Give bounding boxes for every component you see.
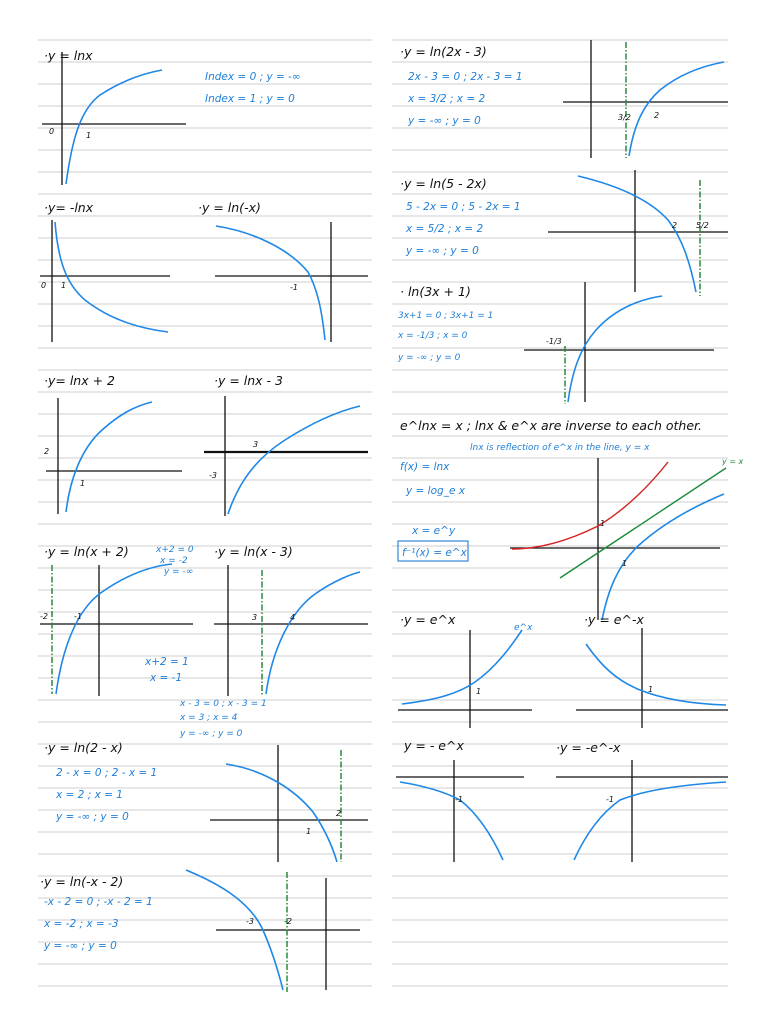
graph-title: y = - e^x xyxy=(404,738,464,753)
line-label: y = x xyxy=(722,457,744,466)
tick-label: 3 xyxy=(253,440,259,449)
tick-label: 0 xyxy=(49,127,55,136)
graph-ln-x xyxy=(42,48,301,185)
graph-ln-neg-x xyxy=(198,200,368,342)
note: x+2 = 1 xyxy=(145,656,189,668)
curve-label: e^x xyxy=(514,623,533,633)
graph-title: ·y = ln(5 - 2x) xyxy=(400,176,487,191)
tick-label: 2 xyxy=(44,447,50,456)
note: x = 3/2 ; x = 2 xyxy=(408,93,486,105)
ln-curve xyxy=(602,494,724,620)
tick-label: 3/2 xyxy=(618,113,631,122)
tick-label: 3 xyxy=(252,613,258,622)
curve xyxy=(228,406,360,514)
curve xyxy=(568,296,662,402)
graph-title: ·y = ln(-x) xyxy=(198,200,261,215)
note: 2 - x = 0 ; 2 - x = 1 xyxy=(56,767,158,779)
curve xyxy=(55,222,168,332)
statement-line: lnx is reflection of e^x in the line, y = x xyxy=(470,443,650,453)
note: x+2 = 0 xyxy=(156,545,194,555)
curve xyxy=(578,176,696,292)
tick-label: -1 xyxy=(455,795,463,804)
note: x = -1/3 ; x = 0 xyxy=(398,331,468,341)
statement-line: e^lnx = x ; lnx & e^x are inverse to each other. xyxy=(400,418,702,433)
note: Index = 1 ; y = 0 xyxy=(205,93,295,105)
curve xyxy=(266,572,360,694)
note: x = -1 xyxy=(150,672,183,684)
tick-label: 0 xyxy=(41,281,47,290)
note: x = -2 xyxy=(160,556,188,566)
inverse-formula: f⁻¹(x) = e^x xyxy=(402,547,467,559)
note: y = -∞ ; y = 0 xyxy=(406,245,479,257)
graph-title: ·y = ln(2 - x) xyxy=(44,740,123,755)
note: y = -∞ ; y = 0 xyxy=(408,115,481,127)
graph-title: ·y= -lnx xyxy=(44,200,94,215)
note: y = -∞ ; y = 0 xyxy=(56,811,129,823)
graph-ln-neg-x-minus-2 xyxy=(40,870,360,992)
note: 2x - 3 = 0 ; 2x - 3 = 1 xyxy=(408,71,523,83)
tick-label: 5/2 xyxy=(696,221,709,230)
graph-title: ·y = ln(x + 2) xyxy=(44,544,129,559)
tick-label: -1 xyxy=(74,612,82,621)
curve xyxy=(216,226,325,340)
note: x = e^y xyxy=(412,525,456,537)
tick-label: 1 xyxy=(622,559,628,568)
graph-title: ·y = lnx - 3 xyxy=(214,373,283,388)
curve xyxy=(66,402,152,512)
tick-label: -1 xyxy=(290,283,298,292)
graph-ln-2-minus-x xyxy=(44,740,368,862)
curve xyxy=(586,644,726,705)
note: 3x+1 = 0 ; 3x+1 = 1 xyxy=(398,311,494,321)
tick-label: -3 xyxy=(209,471,217,480)
graph-ln-x-minus-3 xyxy=(204,373,368,516)
note: 5 - 2x = 0 ; 5 - 2x = 1 xyxy=(406,201,521,213)
note: y = log_e x xyxy=(406,485,465,497)
curve xyxy=(574,782,726,860)
graph-neg-ln-x xyxy=(40,200,170,342)
curve xyxy=(66,70,162,184)
note: x = 2 ; x = 1 xyxy=(56,789,123,801)
tick-label: -1 xyxy=(606,795,614,804)
graph-title: ·y = e^-x xyxy=(584,612,644,627)
tick-label: 1 xyxy=(306,827,312,836)
note: y = -∞ ; y = 0 xyxy=(44,940,117,952)
note: -x - 2 = 0 ; -x - 2 = 1 xyxy=(44,896,153,908)
note: y = -∞ ; y = 0 xyxy=(398,353,461,363)
graph-title: ·y= lnx + 2 xyxy=(44,373,115,388)
graph-ln-x-plus-2 xyxy=(44,373,182,514)
tick-label: -3 xyxy=(246,917,254,926)
tick-label: 2 xyxy=(654,111,660,120)
graph-ln-5-minus-2x xyxy=(400,170,728,296)
graph-ln-2x-minus-3 xyxy=(400,40,728,158)
note: x = -2 ; x = -3 xyxy=(44,918,119,930)
note: x - 3 = 0 ; x - 3 = 1 xyxy=(180,699,267,709)
graph-exp-neg-x xyxy=(576,612,728,728)
note: f(x) = lnx xyxy=(400,461,450,473)
tick-label: 4 xyxy=(290,613,296,622)
graph-title: ·y = ln(-x - 2) xyxy=(40,874,124,889)
note: Index = 0 ; y = -∞ xyxy=(205,71,301,83)
tick-label: 1 xyxy=(648,685,654,694)
graph-ln-x-plus-2-shift xyxy=(40,544,194,696)
graph-title: ·y = e^x xyxy=(400,612,456,627)
note: x = 5/2 ; x = 2 xyxy=(406,223,484,235)
tick-label: 1 xyxy=(600,519,606,528)
graph-title: ·y = ln(2x - 3) xyxy=(400,44,487,59)
curve xyxy=(400,782,503,860)
tick-label: 1 xyxy=(476,687,482,696)
curve xyxy=(629,62,724,156)
graph-title: · ln(3x + 1) xyxy=(400,284,471,299)
tick-label: 1 xyxy=(80,479,86,488)
curve xyxy=(226,764,337,862)
graph-exp-x xyxy=(398,612,533,728)
note: x = 3 ; x = 4 xyxy=(180,713,238,723)
tick-label: -2 xyxy=(40,612,48,621)
tick-label: -1/3 xyxy=(546,337,562,346)
exp-curve xyxy=(512,462,668,549)
tick-label: -2 xyxy=(284,917,292,926)
graph-neg-exp-x xyxy=(396,738,524,862)
tick-label: 2 xyxy=(672,221,678,230)
graph-ln-x-minus-3-shift xyxy=(179,544,368,739)
inverse-section xyxy=(398,418,744,620)
tick-label: 2 xyxy=(336,809,342,818)
graph-ln-3x-plus-1 xyxy=(397,282,714,404)
graph-title: ·y = ln(x - 3) xyxy=(214,544,293,559)
curve xyxy=(402,630,522,704)
tick-label: 1 xyxy=(61,281,67,290)
graph-neg-exp-neg-x xyxy=(556,740,728,862)
note: y = -∞ ; y = 0 xyxy=(180,729,243,739)
tick-label: 1 xyxy=(86,131,92,140)
note: y = -∞ xyxy=(164,567,194,577)
line-y-equals-x xyxy=(560,468,726,578)
graph-title: ·y = -e^-x xyxy=(556,740,621,755)
graph-title: ·y = lnx xyxy=(44,48,93,63)
